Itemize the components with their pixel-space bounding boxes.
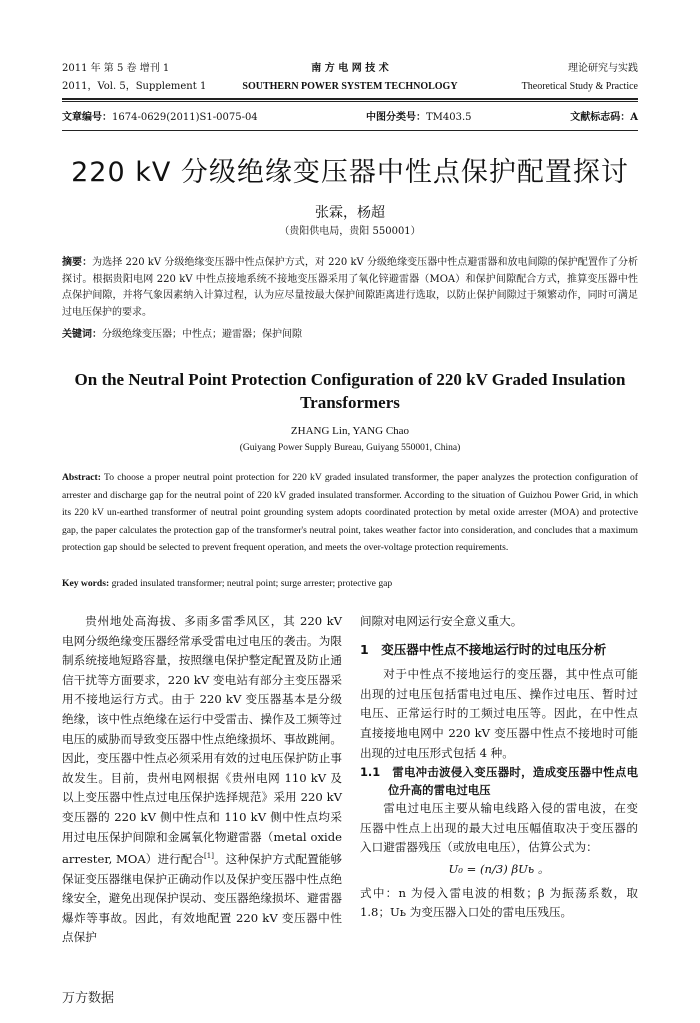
affiliation-cn: （贵阳供电局，贵阳 550001） xyxy=(279,226,421,237)
keywords-cn xyxy=(62,327,638,343)
clc-value: TM403.5 xyxy=(426,112,472,123)
authors-en: ZHANG Lin, YANG Chao xyxy=(290,425,410,437)
formula-neutral-voltage: U₀ = (n/3) βUь 。 xyxy=(448,861,550,876)
paper-title-cn: 220 kV 分级绝缘变压器中性点保护配置探讨 xyxy=(71,157,629,188)
abstract-en xyxy=(62,469,638,557)
journal-volume: 2011，Vol. 5，Supplement 1 xyxy=(62,81,207,92)
header-rule-top xyxy=(62,98,638,100)
authors-cn: 张霖，杨超 xyxy=(315,205,385,221)
abstract-en-label: Abstract: xyxy=(62,472,101,483)
footer-watermark: 万方数据 xyxy=(62,991,115,1006)
intro-text-a: 贵州地处高海拔、多雨多雷季风区，其 220 kV 电网分级绝缘变压器经常承受雷电过电压的袭击。为限制系统接地短路容量，按照继电保护整定配置及防止通信干扰等方面要求，220 kV 变电站有部分主变压器采用不接地运行方式。由于 220 kV 变压器基本是分级绝缘，该中性点绝缘在运行中受雷击、操作及工频等过电压的威胁而导致变压器中性点绝缘损坏、事故跳闸。因此，变压器中性点必须采用有效的过电压保护防止事故发生。目前，贵州电网根据《贵州电网 110 kV 及以上变压器中性点过电压保护选择规范》采用 220 kV 变压器的 220 kV 侧中性点和 110 kV 侧中性点均采用过电压保护间隙和金属氧化物避雷器（metal oxide arrester, MOA）进行配合 xyxy=(62,614,342,866)
subsection-1-1-paragraph: 雷电过电压主要从输电线路入侵的雷电波，在变压器中性点上出现的最大过电压幅值取决于变压器的入口避雷器残压（或放电电压），估算公式为： xyxy=(360,801,638,855)
abstract-en-text: To choose a proper neutral point protection for 220 kV graded insulated transformer, the paper analyzes the protection configuration of arrester and discharge gap for the neutral point of 220 kV graded insulated transformer. According to the situation of Guizhou Power Grid, in which its 220 kV un-earthed transformer of neutral point grounding system adopts coordinated protection by metal oxide arrester (MOA) and protective gap, the paper calculates the protection gap of the transformer's neutral point, takes weather factor into consideration, and concludes that a maximum protection gap should be selected to prevent frequent operation, and meets the over-voltage protection requirements. xyxy=(62,472,638,554)
intro-continuation: 间隙对电网运行安全意义重大。 xyxy=(360,614,523,628)
meta-rule xyxy=(62,130,638,131)
clc-number xyxy=(366,111,472,125)
subsection-1-1-heading: 1.1 雷电冲击波侵入变压器时，造成变压器中性点电位升高的雷电过电压 xyxy=(360,765,638,798)
header-rule-thin xyxy=(62,101,638,102)
journal-column-cn: 理论研究与实践 xyxy=(568,63,638,74)
clc-label: 中图分类号： xyxy=(366,112,426,123)
body-left-column xyxy=(62,612,342,948)
keywords-cn-text: 分级绝缘变压器；中性点；避雷器；保护间隙 xyxy=(102,329,302,340)
affiliation-en: (Guiyang Power Supply Bureau, Guiyang 550001, China) xyxy=(239,443,461,453)
body-right-column xyxy=(360,612,638,923)
journal-column-en: Theoretical Study & Practice xyxy=(521,81,638,92)
abstract-cn-text: 为选择 220 kV 分级绝缘变压器中性点保护方式，对 220 kV 分级绝缘变压器中性点避雷器和放电间隙的保护配置作了分析探讨。根据贵阳电网 220 kV 中性点接地系统不接地变压器采用了氧化锌避雷器（MOA）和保护间隙配合方式，推算变压器中性点保护间隙，并将气象因素纳入计算过程，认为应尽量按最大保护间隙距离进行选取，以防止保护间隙过于频繁动作，同时可满足过电压保护的要求。 xyxy=(62,257,638,318)
citation-ref: [1] xyxy=(204,852,214,861)
section-1-heading: 1 变压器中性点不接地运行时的过电压分析 xyxy=(360,641,607,657)
keywords-en-label: Key words: xyxy=(62,578,110,589)
paper-title-en: On the Neutral Point Protection Configuration of 220 kV Graded Insulation Transformers xyxy=(74,370,626,412)
formula-explanation: 式中：n 为侵入雷电波的相数；β 为振荡系数，取 1.8；Uь 为变压器入口处的雷电压残压。 xyxy=(360,885,638,920)
journal-issue: 2011 年 第 5 卷 增刊 1 xyxy=(62,63,170,74)
abstract-cn-label: 摘要： xyxy=(62,257,93,268)
keywords-en xyxy=(62,576,638,592)
journal-name-en: SOUTHERN POWER SYSTEM TECHNOLOGY xyxy=(242,81,458,92)
abstract-cn xyxy=(62,255,638,321)
journal-name-cn: 南 方 电 网 技 术 xyxy=(311,63,389,74)
keywords-en-text: graded insulated transformer; neutral point; surge arrester; protective gap xyxy=(111,578,393,589)
keywords-cn-label: 关键词： xyxy=(62,329,102,340)
article-id-label: 文章编号： xyxy=(62,112,112,123)
document-code xyxy=(570,111,638,125)
doc-code-value: A xyxy=(630,112,638,123)
doc-code-label: 文献标志码： xyxy=(570,112,631,123)
section-1-paragraph: 对于中性点不接地运行的变压器，其中性点可能出现的过电压包括雷电过电压、操作过电压、暂时过电压、正常运行时的工频过电压等。因此，在中性点直接接地电网中 220 kV 变压器中性点不接地时可能出现的过电压形式包括 4 种。 xyxy=(360,667,638,760)
intro-text-b: 。这种保护方式配置能够保证变压器继电保护正确动作以及保护变压器中性点绝缘安全，避免出现保护误动、变压器绝缘损坏、避雷器爆炸等事故。因此，有效地配置 220 kV 变压器中性点保护 xyxy=(62,851,342,945)
intro-paragraph xyxy=(62,612,342,948)
article-id xyxy=(62,111,258,125)
article-id-value: 1674-0629(2011)S1-0075-04 xyxy=(112,112,258,123)
